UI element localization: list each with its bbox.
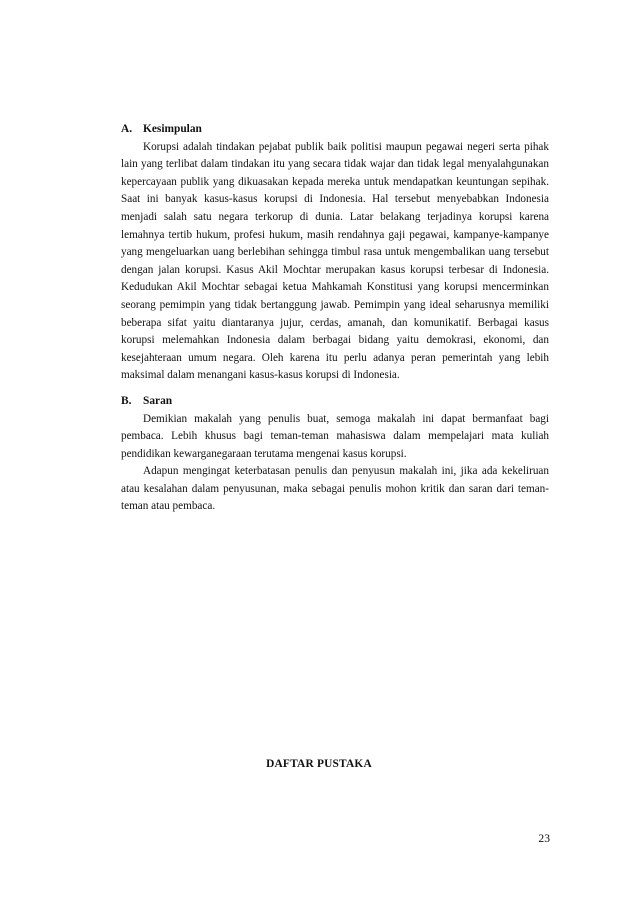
daftar-pustaka-heading: DAFTAR PUSTAKA xyxy=(266,758,372,770)
section-title: Saran xyxy=(143,394,173,407)
section-number: A. xyxy=(121,123,133,135)
section-title: Kesimpulan xyxy=(143,123,202,135)
section-heading xyxy=(121,121,549,139)
section-saran xyxy=(121,393,549,516)
paragraph: Demikian makalah yang penulis buat, semoga makalah ini dapat bermanfaat bagi pembaca. Lebih khusus bagi teman-teman mahasiswa dalam mempelajari mata kuliah pendidikan kewarganegaraan terutama mengenai kasus korupsi. xyxy=(121,412,549,460)
page-number: 23 xyxy=(538,832,550,845)
section-heading xyxy=(121,393,549,411)
paragraph: Adapun mengingat keterbatasan penulis dan penyusun makalah ini, jika ada kekeliruan atau kesalahan dalam penyusunan, maka sebagai penulis mohon kritik dan saran dari teman-teman atau pembaca. xyxy=(121,465,549,513)
section-number: B. xyxy=(121,394,132,407)
section-kesimpulan xyxy=(121,121,549,385)
page-content xyxy=(121,121,549,516)
paragraph: Korupsi adalah tindakan pejabat publik baik politisi maupun pegawai negeri serta pihak lain yang terlibat dalam tindakan itu yang secara tidak wajar dan tidak legal menyalahgunakan kepercayaan publik yang dikuasakan kepada mereka untuk mendapatkan keuntungan sepihak. Saat ini banyak kasus-kasus korupsi di Indonesia. Hal tersebut menyebabkan Indonesia menjadi salah satu negara terkorup di dunia. Latar belakang terjadinya korupsi karena lemahnya tertib hukum, profesi hukum, masih rendahnya gaji pegawai, kampanye-kampanye yang mengeluarkan uang berlebihan sehingga timbul rasa untuk mengembalikan uang tersebut dengan jalan korupsi. Kasus Akil Mochtar merupakan kasus korupsi terbesar di Indonesia. Kedudukan Akil Mochtar sebagai ketua Mahkamah Konstitusi yang korupsi mencerminkan seorang pemimpin yang tidak bertanggung jawab. Pemimpin yang ideal seharusnya memiliki beberapa sifat yaitu diantaranya jujur, cerdas, amanah, dan komunikatif. Berbagai kasus korupsi melemahkan Indonesia dalam berbagai bidang yaitu demokrasi, ekonomi, dan kesejahteraan umum negara. Oleh karena itu perlu adanya peran pemerintah yang lebih maksimal dalam menangani kasus-kasus korupsi di Indonesia. xyxy=(121,140,549,382)
